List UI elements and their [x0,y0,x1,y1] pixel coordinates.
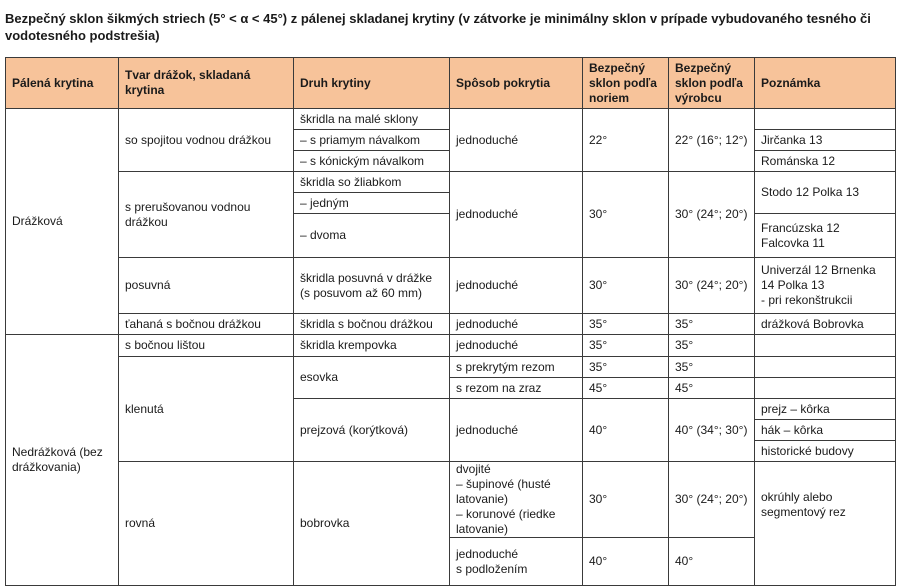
cell-prekrytym: s prekrytým rezom [450,357,583,378]
cell-prerusovanou: s prerušovanou vodnou drážkou [119,172,294,258]
cell-norma: 35° [583,314,669,335]
cell-krempovka: škridla krempovka [294,335,450,357]
cell-vyrobca: 45° [669,378,755,399]
header-sklon-normy: Bezpečný sklon podľa noriem [583,58,669,109]
cell-norma: 30° [583,258,669,314]
cell-esovka: esovka [294,357,450,399]
table-row [6,335,896,357]
cell-norma: 40° [583,399,669,462]
cell-poznamka: hák – kôrka [755,420,896,441]
cell-klenuta: klenutá [119,357,294,462]
cell-spojitou: so spojitou vodnou drážkou [119,109,294,172]
header-palena-krytina: Pálená krytina [6,58,119,109]
header-row [6,58,896,109]
cell-s-priamym: – s priamym návalkom [294,130,450,151]
cell-norma: 35° [583,335,669,357]
cell-sposob: jednoduché [450,258,583,314]
cell-norma: 30° [583,462,669,538]
header-sklon-vyrobca: Bezpečný sklon podľa výrobcu [669,58,755,109]
table-title: Bezpečný sklon šikmých striech (5° < α < 45°) z pálenej skladanej krytiny (v zátvorke je minimálny sklon v prípade vybudovaného tesného či vodotesného podstrešia) [5,11,871,43]
cell-vyrobca: 40° (34°; 30°) [669,399,755,462]
cell-posuvna: posuvná [119,258,294,314]
cell-vyrobca: 30° (24°; 20°) [669,172,755,258]
cell-na-zraz: s rezom na zraz [450,378,583,399]
cell-tahana: ťahaná s bočnou drážkou [119,314,294,335]
group-drazkova: Drážková [6,109,119,335]
cell-poznamka: okrúhly alebo segmentový rez [755,462,896,586]
cell-poznamka: Univerzál 12 Brnenka 14 Polka 13 - pri rekonštrukcii [755,258,896,314]
header-tvar-drazok: Tvar drážok, skladaná krytina [119,58,294,109]
cell-skridla-bocnou: škridla s bočnou drážkou [294,314,450,335]
group-nedrazkova: Nedrážková (bez drážkovania) [6,335,119,586]
header-poznamka: Poznámka [755,58,896,109]
header-druh-krytiny: Druh krytiny [294,58,450,109]
cell-sposob: jednoduché [450,109,583,172]
cell-poznamka: Románska 12 [755,151,896,172]
cell-dvojite: dvojité – šupinové (husté latovanie) – korunové (riedke latovanie) [450,462,583,538]
cell-vyrobca: 40° [669,538,755,586]
table-row [6,109,896,130]
cell-vyrobca: 35° [669,314,755,335]
cell-norma: 30° [583,172,669,258]
header-sposob-pokrytia: Spôsob pokrytia [450,58,583,109]
cell-vyrobca: 30° (24°; 20°) [669,258,755,314]
cell-poznamka: drážková Bobrovka [755,314,896,335]
cell-poznamka [755,109,896,130]
cell-bobrovka: bobrovka [294,462,450,586]
cell-poznamka: prejz – kôrka [755,399,896,420]
cell-jednoduche-podlozenim: jednoduché s podložením [450,538,583,586]
cell-poznamka [755,335,896,357]
cell-poznamka [755,378,896,399]
cell-s-konickym: – s kónickým návalkom [294,151,450,172]
table-row [6,314,896,335]
cell-norma: 22° [583,109,669,172]
cell-sposob: jednoduché [450,172,583,258]
cell-norma: 40° [583,538,669,586]
cell-poznamka: Jirčanka 13 [755,130,896,151]
table-row [6,258,896,314]
cell-poznamka: Francúzska 12 Falcovka 11 [755,214,896,258]
cell-skridla-zliabkom: škridla so žliabkom [294,172,450,193]
cell-rovna: rovná [119,462,294,586]
cell-dvoma: – dvoma [294,214,450,258]
cell-skridla-posuvna: škridla posuvná v drážke (s posuvom až 60 mm) [294,258,450,314]
cell-vyrobca: 22° (16°; 12°) [669,109,755,172]
cell-norma: 35° [583,357,669,378]
cell-prejzova: prejzová (korýtková) [294,399,450,462]
cell-sposob: jednoduché [450,399,583,462]
cell-vyrobca: 35° [669,335,755,357]
roof-slope-table [5,57,896,586]
cell-norma: 45° [583,378,669,399]
cell-bocnou-listou: s bočnou lištou [119,335,294,357]
table-row [6,462,896,538]
cell-poznamka: historické budovy [755,441,896,462]
cell-skridla-male: škridla na malé sklony [294,109,450,130]
cell-sposob: jednoduché [450,335,583,357]
cell-poznamka: Stodo 12 Polka 13 [755,172,896,214]
cell-vyrobca: 30° (24°; 20°) [669,462,755,538]
cell-vyrobca: 35° [669,357,755,378]
cell-jednym: – jedným [294,193,450,214]
table-row [6,172,896,193]
table-row [6,357,896,378]
cell-sposob: jednoduché [450,314,583,335]
cell-poznamka [755,357,896,378]
